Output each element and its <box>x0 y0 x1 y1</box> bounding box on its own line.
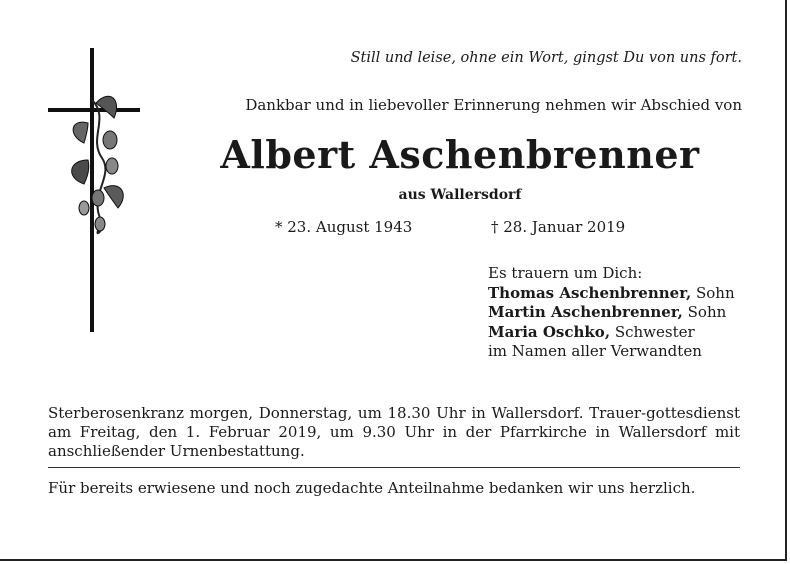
mourner-name: Maria Oschko, <box>488 322 611 341</box>
mourner-entry <box>488 303 735 323</box>
mourner-entry <box>488 323 735 343</box>
motto: Still und leise, ohne ein Wort, gingst Du von uns fort. <box>350 50 742 66</box>
mourner-relation: Sohn <box>691 283 735 302</box>
birth-date: * 23. August 1943 <box>275 218 413 236</box>
service-notice: Sterberosenkranz morgen, Donnerstag, um 18.30 Uhr in Wallersdorf. Trauer-gottesdienst am Freitag, den 1. Februar 2019, um 9.30 Uhr in der Pfarrkirche in Wallersdorf mit anschließender Urnenbestattung. <box>48 404 740 460</box>
mourners-footer: im Namen aller Verwandten <box>488 342 702 360</box>
death-date: † 28. Januar 2019 <box>491 218 626 236</box>
deceased-name: Albert Aschenbrenner <box>220 132 700 177</box>
mourners-heading: Es trauern um Dich: <box>488 264 643 282</box>
mourner-relation: Sohn <box>682 303 727 321</box>
cross-with-hops-icon <box>40 48 150 338</box>
divider <box>48 467 740 468</box>
mourner-name: Thomas Aschenbrenner, <box>488 283 692 302</box>
thanks-text: Für bereits erwiesene und noch zugedachte Anteilnahme bedanken wir uns herzlich. <box>48 479 696 497</box>
mourners-list <box>488 264 735 362</box>
mourner-name: Martin Aschenbrenner, <box>488 303 683 321</box>
mourner-relation: Schwester <box>610 322 695 341</box>
origin: aus Wallersdorf <box>398 187 522 203</box>
mourner-entry <box>488 284 735 304</box>
intro-text: Dankbar und in liebevoller Erinnerung nehmen wir Abschied von <box>245 96 742 114</box>
